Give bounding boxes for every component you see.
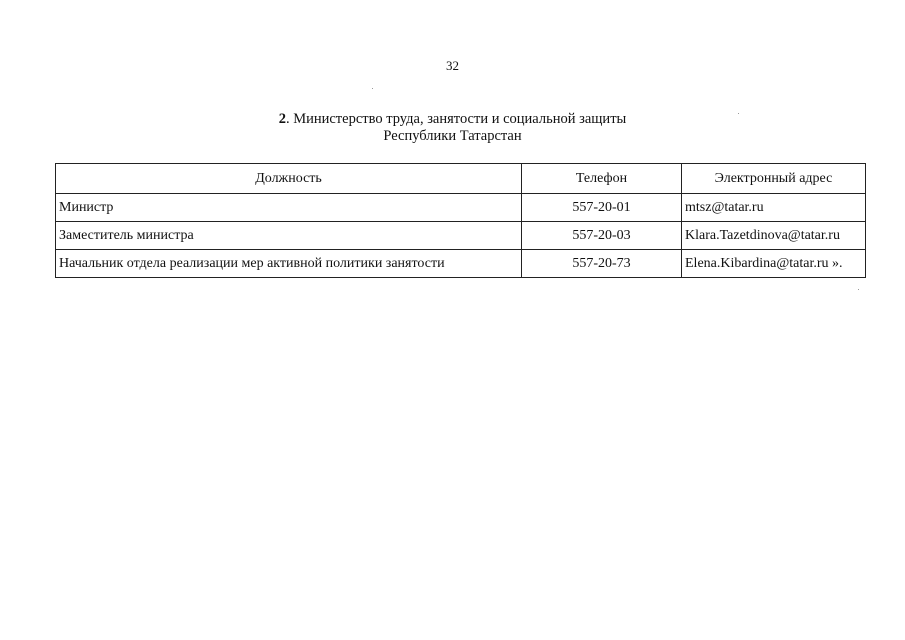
section-title: . Министерство труда, занятости и социальной защиты xyxy=(285,111,627,127)
position-cell: Заместитель министра xyxy=(56,222,522,250)
phone-cell: 557-20-03 xyxy=(522,222,682,250)
section-number: 2 xyxy=(278,111,286,127)
section-heading-line2: Республики Татарстан xyxy=(383,128,522,144)
table-row xyxy=(56,250,866,278)
table-header-row xyxy=(56,164,866,194)
column-header-email: Электронный адрес xyxy=(682,164,866,194)
column-header-phone: Телефон xyxy=(522,164,682,194)
contacts-table xyxy=(55,163,866,278)
position-cell: Министр xyxy=(56,194,522,222)
table-row xyxy=(56,194,866,222)
column-header-position: Должность xyxy=(56,164,522,194)
phone-cell: 557-20-01 xyxy=(522,194,682,222)
section-heading-line1 xyxy=(0,111,905,128)
scan-speck xyxy=(372,88,373,89)
scan-speck xyxy=(738,113,739,114)
scan-speck xyxy=(858,289,859,290)
email-cell: Elena.Kibardina@tatar.ru ». xyxy=(682,250,866,278)
section-heading xyxy=(0,111,905,145)
phone-cell: 557-20-73 xyxy=(522,250,682,278)
page-number: 32 xyxy=(446,58,459,73)
table-row xyxy=(56,222,866,250)
position-cell: Начальник отдела реализации мер активной политики занятости xyxy=(56,250,522,278)
email-cell: mtsz@tatar.ru xyxy=(682,194,866,222)
email-cell: Klara.Tazetdinova@tatar.ru xyxy=(682,222,866,250)
